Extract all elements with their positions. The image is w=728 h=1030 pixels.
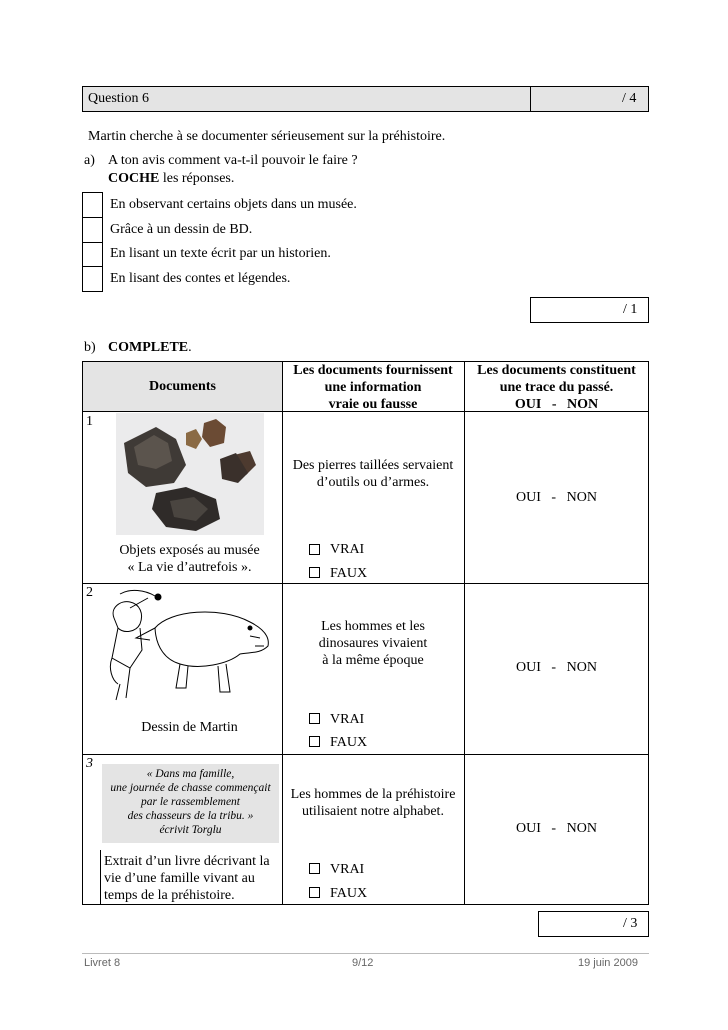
answer-checkbox-2[interactable]: [82, 217, 103, 243]
answer-checkbox-3[interactable]: [82, 242, 103, 267]
question-header: [82, 86, 649, 112]
row-2-statement-line-2: dinosaures vivaient: [318, 636, 428, 651]
answer-checkbox-4[interactable]: [82, 266, 103, 292]
stones-photo: [116, 413, 264, 535]
row-3-caption-line-3: temps de la préhistoire.: [104, 888, 235, 903]
quote-line-4: des chasseurs de la tribu. »: [127, 810, 254, 822]
row-3-caption-line-1: Extrait d’un livre décrivant la: [104, 854, 270, 869]
header-divider: [530, 86, 531, 112]
table-row-divider-2: [82, 754, 649, 755]
quote-line-5: écrivit Torglu: [159, 824, 222, 836]
option-label-4: En lisant des contes et légendes.: [110, 271, 291, 286]
footer-page: 9/12: [352, 957, 374, 969]
instruction-verb: COCHE: [108, 171, 160, 186]
row-1-oui-non[interactable]: OUI - NON: [516, 490, 597, 505]
row-2-vrai-checkbox[interactable]: [309, 713, 320, 724]
quote-line-1: « Dans ma famille,: [146, 768, 235, 780]
footer-date: 19 juin 2009: [578, 957, 638, 969]
option-label-3: En lisant un texte écrit par un historien.: [110, 246, 331, 261]
footer-rule: [82, 953, 649, 954]
instruction-end: .: [188, 340, 192, 355]
row-3-vrai-label: VRAI: [330, 862, 365, 877]
row-1-vrai-label: VRAI: [330, 542, 365, 557]
caption-left-border: [100, 850, 101, 905]
row-3-statement-line-1: Les hommes de la préhistoire: [290, 787, 456, 802]
row-number-2: 2: [86, 585, 93, 600]
part-b-marker: b): [84, 340, 96, 355]
row-3-vrai-checkbox[interactable]: [309, 863, 320, 874]
martin-drawing: [100, 588, 275, 708]
part-a-marker: a): [84, 153, 95, 168]
row-2-caption: Dessin de Martin: [141, 720, 238, 735]
part-a-question: A ton avis comment va-t-il pouvoir le faire ?: [108, 153, 358, 168]
row-1-faux-checkbox[interactable]: [309, 567, 320, 578]
caveman-dinosaur-drawing: [100, 588, 275, 708]
part-b-instruction: [108, 340, 192, 356]
answer-checkbox-1[interactable]: [82, 192, 103, 218]
option-label-1: En observant certains objets dans un musée.: [110, 197, 357, 212]
table-row-divider-1: [82, 583, 649, 584]
row-1-faux-label: FAUX: [330, 566, 368, 581]
part-a-instruction: [108, 171, 234, 187]
row-1-caption-line-2: « La vie d’autrefois ».: [127, 560, 252, 575]
quote-line-3: par le rassemblement: [140, 796, 240, 808]
intro-text: Martin cherche à se documenter sérieusement sur la préhistoire.: [88, 129, 446, 144]
option-label-2: Grâce à un dessin de BD.: [110, 222, 253, 237]
documents-header: Documents: [149, 379, 216, 394]
part-b-score: / 3: [623, 916, 638, 931]
truth-header-line-1: Les documents fournissent: [293, 363, 453, 378]
row-2-statement-line-1: Les hommes et les: [321, 619, 425, 634]
row-2-oui-non[interactable]: OUI - NON: [516, 660, 597, 675]
stones-image: [116, 413, 264, 535]
truth-header-line-3: vraie ou fausse: [328, 397, 418, 412]
row-2-vrai-label: VRAI: [330, 712, 365, 727]
row-number-3: 3: [86, 756, 93, 771]
truth-header-line-2: une information: [324, 380, 422, 395]
row-3-caption-line-2: vie d’une famille vivant au: [104, 871, 255, 886]
row-2-statement-line-3: à la même époque: [322, 653, 424, 668]
instruction-rest: les réponses.: [159, 171, 235, 186]
row-3-oui-non[interactable]: OUI - NON: [516, 821, 597, 836]
part-a-score: / 1: [623, 302, 638, 317]
row-1-statement-line-2: d’outils ou d’armes.: [316, 475, 430, 490]
row-3-faux-checkbox[interactable]: [309, 887, 320, 898]
row-2-faux-label: FAUX: [330, 735, 368, 750]
row-3-faux-label: FAUX: [330, 886, 368, 901]
trace-header-line-3: OUI - NON: [514, 397, 599, 412]
row-2-faux-checkbox[interactable]: [309, 736, 320, 747]
row-1-vrai-checkbox[interactable]: [309, 544, 320, 555]
question-title: Question 6: [88, 91, 150, 106]
trace-header-line-2: une trace du passé.: [499, 380, 614, 395]
row-3-statement-line-2: utilisaient notre alphabet.: [302, 804, 444, 819]
footer-booklet: Livret 8: [84, 957, 121, 969]
question-score: / 4: [622, 91, 637, 106]
quote-line-2: une journée de chasse commençait: [110, 782, 271, 794]
complete-verb: COMPLETE: [108, 340, 189, 355]
row-1-caption-line-1: Objets exposés au musée: [119, 543, 260, 558]
row-1-statement-line-1: Des pierres taillées servaient: [292, 458, 454, 473]
trace-header-line-1: Les documents constituent: [477, 363, 636, 378]
row-number-1: 1: [86, 414, 93, 429]
